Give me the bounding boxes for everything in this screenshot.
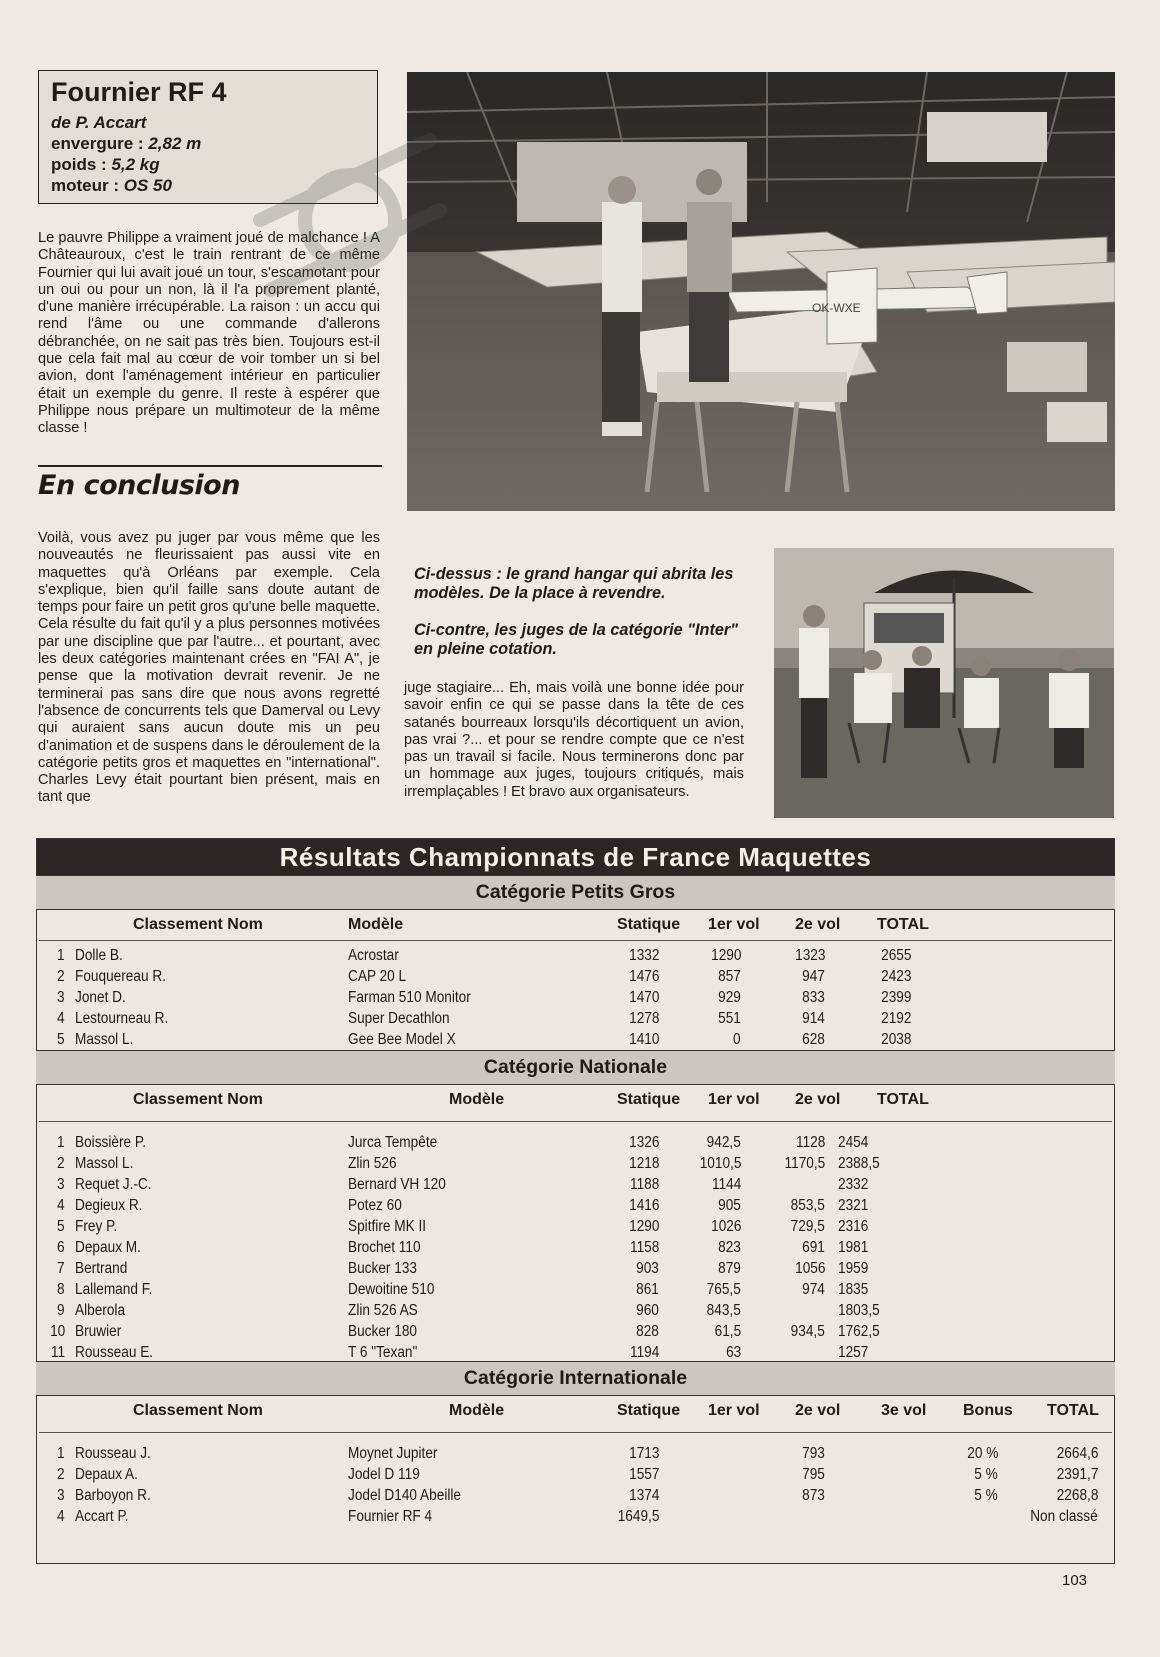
cell-name: Fouquereau R. [75,968,166,985]
header-total: TOTAL [1047,1402,1099,1419]
cell-vol-2: 1128 [795,1134,825,1151]
cell-vol-1: 857 [718,968,741,985]
cell-total: 2388,5 [838,1155,880,1172]
cell-vol-2: 974 [802,1281,825,1298]
cell-rank: 2 [57,968,65,985]
cell-total: 1981 [838,1239,869,1256]
cell-vol-2: 914 [802,1010,825,1027]
cell-vol-2: 947 [802,968,825,985]
table-row [37,1239,1114,1260]
cell-statique: 1290 [628,1218,659,1235]
header-vol-1: 1er vol [708,916,760,933]
header-classement-nom: Classement Nom [133,1402,263,1419]
cell-rank: 2 [57,1155,65,1172]
cell-vol-1: 1290 [710,947,741,964]
cell-total: 2038 [880,1031,911,1048]
cell-vol-1: 0 [733,1031,741,1048]
cell-vol-1: 551 [718,1010,741,1027]
petits-gros-header [37,910,1114,940]
cell-statique: 1218 [628,1155,659,1172]
cell-name: Dolle B. [75,947,123,964]
cell-vol-1: 905 [718,1197,741,1214]
cell-statique: 960 [636,1302,659,1319]
cell-vol-2: 1323 [794,947,825,964]
caption-hangar: Ci-dessus : le grand hangar qui abrita les modèles. De la place à revendre. [414,565,734,602]
cell-statique: 1326 [628,1134,659,1151]
cell-rank: 5 [57,1031,65,1048]
cell-model: Spitfire MK II [348,1218,427,1235]
cell-rank: 10 [49,1323,65,1340]
cell-statique: 1278 [628,1010,659,1027]
cell-name: Degieux R. [75,1197,143,1214]
cell-rank: 8 [57,1281,65,1298]
cell-model: Bucker 133 [348,1260,418,1277]
cell-name: Lestourneau R. [75,1010,169,1027]
cell-model: Zlin 526 AS [348,1302,418,1319]
cell-total: 1803,5 [838,1302,880,1319]
spec-wingspan: envergure : 2,82 m [51,134,202,153]
cell-name: Jonet D. [75,989,126,1006]
caption-judges: Ci-contre, les juges de la catégorie "Inter" en pleine cotation. [414,621,738,658]
cell-total: 2391,7 [1056,1466,1098,1483]
table-row [37,1508,1114,1529]
table-row [37,1281,1114,1302]
cell-rank: 5 [57,1218,65,1235]
judges-photo [774,548,1114,818]
page-number: 103 [1062,1572,1088,1589]
table-row [37,968,1114,989]
cell-total: 2664,6 [1056,1445,1098,1462]
cell-total: Non classé [1030,1508,1098,1525]
cell-model: Acrostar [348,947,399,964]
cell-name: Barboyon R. [75,1487,151,1504]
cell-model: Zlin 526 [348,1155,397,1172]
cell-vol-2: 691 [802,1239,825,1256]
spec-engine: moteur : OS 50 [51,176,172,195]
table-row [37,1010,1114,1031]
nationale-rows [37,1122,1114,1365]
results-table [36,838,1115,1564]
category-petits-gros-title: Catégorie Petits Gros [36,875,1115,910]
cell-statique: 1649,5 [617,1508,659,1525]
cell-model: Bucker 180 [348,1323,418,1340]
cell-name: Bruwier [75,1323,122,1340]
table-row [37,947,1114,968]
cell-vol-1: 1010,5 [699,1155,741,1172]
cell-model: Farman 510 Monitor [348,989,471,1006]
cell-bonus: 5 % [974,1466,998,1483]
cell-vol-1: 1144 [711,1176,741,1193]
cell-name: Boissière P. [75,1134,147,1151]
cell-vol-2: 729,5 [790,1218,825,1235]
cell-rank: 2 [57,1466,65,1483]
cell-model: Potez 60 [348,1197,402,1214]
cell-total: 2192 [880,1010,911,1027]
cell-vol-1: 942,5 [706,1134,741,1151]
spec-weight: poids : 5,2 kg [51,155,160,174]
table-row [37,1218,1114,1239]
cell-statique: 828 [636,1323,659,1340]
header-vol-1: 1er vol [708,1091,760,1108]
hangar-photo [407,72,1115,511]
cell-rank: 1 [57,1134,65,1151]
cell-statique: 1476 [628,968,659,985]
cell-rank: 3 [57,989,65,1006]
cell-bonus: 5 % [974,1487,998,1504]
cell-model: Dewoitine 510 [348,1281,435,1298]
cell-vol-1: 823 [718,1239,741,1256]
header-classement-nom: Classement Nom [133,916,263,933]
cell-vol-2: 1056 [794,1260,825,1277]
cell-name: Rousseau J. [75,1445,151,1462]
cell-total: 2655 [880,947,911,964]
cell-total: 1959 [838,1260,869,1277]
nationale-header [37,1085,1114,1115]
cell-name: Lallemand F. [75,1281,153,1298]
cell-model: T 6 "Texan" [348,1344,418,1361]
cell-name: Depaux M. [75,1239,141,1256]
table-row [37,1344,1114,1365]
cell-total: 2332 [838,1176,869,1193]
cell-rank: 3 [57,1176,65,1193]
header-modele: Modèle [449,1091,505,1108]
hangar-photo-drawing [407,72,1115,511]
cell-statique: 1470 [628,989,659,1006]
header-vol-2: 2e vol [795,1091,841,1108]
section-divider [38,465,382,467]
table-row [37,1302,1114,1323]
cell-vol-1: 1026 [710,1218,741,1235]
cell-rank: 7 [57,1260,65,1277]
cell-name: Bertrand [75,1260,128,1277]
cell-total: 2268,8 [1056,1487,1098,1504]
spec-author: de P. Accart [51,113,147,132]
internationale-header [37,1396,1114,1426]
table-row [37,1031,1114,1052]
cell-vol-2: 833 [802,989,825,1006]
table-row [37,1487,1114,1508]
header-vol-2: 2e vol [795,1402,841,1419]
cell-model: Gee Bee Model X [348,1031,456,1048]
category-nationale-title: Catégorie Nationale [36,1050,1115,1085]
header-statique: Statique [617,1402,681,1419]
cell-rank: 11 [50,1344,65,1361]
cell-vol-2: 1170,5 [784,1155,825,1172]
cell-statique: 1713 [628,1445,659,1462]
continued-paragraph: juge stagiaire... Eh, mais voilà une bonne idée pour savoir enfin ce qui se passe dans la tête de ces satanés bourreaux lorsqu'ils décortiquent un avion, pas vrai ?... et pour se rendre compte que ce n'est pas un travail si facile. Nous terminerons donc par un hommage aux juges, toujours critiqués, mais irremplaçables ! Et bravo aux organisateurs. [404,680,744,800]
cell-vol-2: 873 [802,1487,825,1504]
cell-vol-2: 934,5 [790,1323,825,1340]
cell-total: 1762,5 [838,1323,880,1340]
conclusion-paragraph: Voilà, vous avez pu juger par vous même que les nouveautés ne fleurissaient pas aussi vite en maquettes qu'à Orléans par exemple. Cela s'explique, bien qu'il faille sans doute autant de temps pour faire un petit gros qu'une belle maquette. Cela résulte du fait qu'il y a plus personnes motivées par une discipline que par l'autre... et pourtant, avec les deux catégories maintenant crées en "FAI A", je pense que la motivation devrait revenir. Je ne terminerai pas sans dire que nous avons regretté l'absence de concurrents tels que Damerval ou Levy qui auraient sans aucun doute mis un peu d'animation et de suspens dans le déroulement de la catégorie petits gros et maquettes en "international". Charles Levy était pourtant bien présent, mais en tant que [38,530,380,806]
category-internationale-title: Catégorie Internationale [36,1361,1115,1396]
cell-statique: 903 [636,1260,659,1277]
cell-total: 2321 [838,1197,869,1214]
cell-name: Accart P. [75,1508,129,1525]
cell-model: Jodel D140 Abeille [348,1487,461,1504]
cell-vol-1: 765,5 [706,1281,741,1298]
cell-rank: 4 [57,1197,65,1214]
cell-model: Jodel D 119 [348,1466,420,1483]
spec-title: Fournier RF 4 [51,77,227,107]
cell-rank: 4 [57,1508,65,1525]
cell-statique: 1416 [628,1197,659,1214]
cell-statique: 1557 [628,1466,659,1483]
cell-model: Moynet Jupiter [348,1445,438,1462]
cell-model: Super Decathlon [348,1010,450,1027]
header-modele: Modèle [449,1402,505,1419]
cell-total: 2454 [838,1134,869,1151]
cell-name: Alberola [75,1302,126,1319]
cell-model: CAP 20 L [348,968,407,985]
table-row [37,1466,1114,1487]
cell-statique: 1374 [628,1487,659,1504]
cell-rank: 1 [57,1445,65,1462]
plane-registration: OK-WXE [812,301,861,315]
table-row [37,989,1114,1010]
header-vol-2: 2e vol [795,916,841,933]
cell-bonus: 20 % [966,1445,998,1462]
cell-statique: 861 [636,1281,659,1298]
header-statique: Statique [617,1091,681,1108]
cell-vol-1: 929 [718,989,741,1006]
cell-vol-1: 843,5 [706,1302,741,1319]
table-row [37,1323,1114,1344]
spec-box [38,70,378,204]
cell-name: Massol L. [75,1031,134,1048]
cell-name: Massol L. [75,1155,134,1172]
table-row [37,1260,1114,1281]
cell-vol-2: 628 [802,1031,825,1048]
cell-statique: 1194 [629,1344,659,1361]
cell-vol-1: 63 [725,1344,741,1361]
header-modele: Modèle [348,916,404,933]
cell-total: 2316 [838,1218,869,1235]
cell-name: Frey P. [75,1218,118,1235]
cell-vol-1: 879 [718,1260,741,1277]
cell-model: Fournier RF 4 [348,1508,433,1525]
cell-model: Jurca Tempête [348,1134,438,1151]
header-bonus: Bonus [963,1402,1013,1419]
results-title: Résultats Championnats de France Maquettes [37,839,1114,875]
table-row [37,1176,1114,1197]
header-vol-1: 1er vol [708,1402,760,1419]
header-classement-nom: Classement Nom [133,1091,263,1108]
cell-total: 1257 [838,1344,869,1361]
cell-rank: 3 [57,1487,65,1504]
intro-paragraph: Le pauvre Philippe a vraiment joué de malchance ! A Châteauroux, c'est le train rentrant de ce même Fournier qui lui avait joué un tour, s'escamotant pour un oui ou pour un non, là il l'a proprement planté, d'une manière irrécupérable. La raison : un accu qui rend l'âme ou une commande d'allerons débranchée, on ne sait pas très bien. Toujours est-il que cela fait mal au cœur de voir tomber un si bel avion, dont l'aménagement intérieur en particulier était un exemple du genre. Il reste à espérer que Philippe nous prépare un multimoteur de la même classe ! [38,230,380,437]
cell-statique: 1410 [628,1031,659,1048]
cell-total: 2423 [880,968,911,985]
internationale-rows [37,1433,1114,1529]
cell-rank: 6 [57,1239,65,1256]
table-row [37,1445,1114,1466]
header-total: TOTAL [877,1091,929,1108]
cell-vol-2: 795 [802,1466,825,1483]
table-row [37,1134,1114,1155]
cell-rank: 4 [57,1010,65,1027]
header-vol-3: 3e vol [881,1402,927,1419]
cell-total: 2399 [880,989,911,1006]
cell-statique: 1188 [629,1176,659,1193]
cell-rank: 1 [57,947,65,964]
header-total: TOTAL [877,916,929,933]
table-row [37,1155,1114,1176]
cell-name: Rousseau E. [75,1344,154,1361]
cell-vol-2: 853,5 [790,1197,825,1214]
petits-gros-rows [37,941,1114,1052]
cell-statique: 1158 [629,1239,659,1256]
cell-vol-2: 793 [802,1445,825,1462]
cell-statique: 1332 [628,947,659,964]
cell-name: Depaux A. [75,1466,138,1483]
judges-photo-drawing [774,548,1114,818]
cell-rank: 9 [57,1302,65,1319]
cell-model: Bernard VH 120 [348,1176,446,1193]
cell-name: Requet J.-C. [75,1176,152,1193]
cell-model: Brochet 110 [348,1239,421,1256]
table-row [37,1197,1114,1218]
header-statique: Statique [617,916,681,933]
cell-total: 1835 [838,1281,869,1298]
cell-vol-1: 61,5 [714,1323,741,1340]
conclusion-heading: En conclusion [38,470,240,501]
